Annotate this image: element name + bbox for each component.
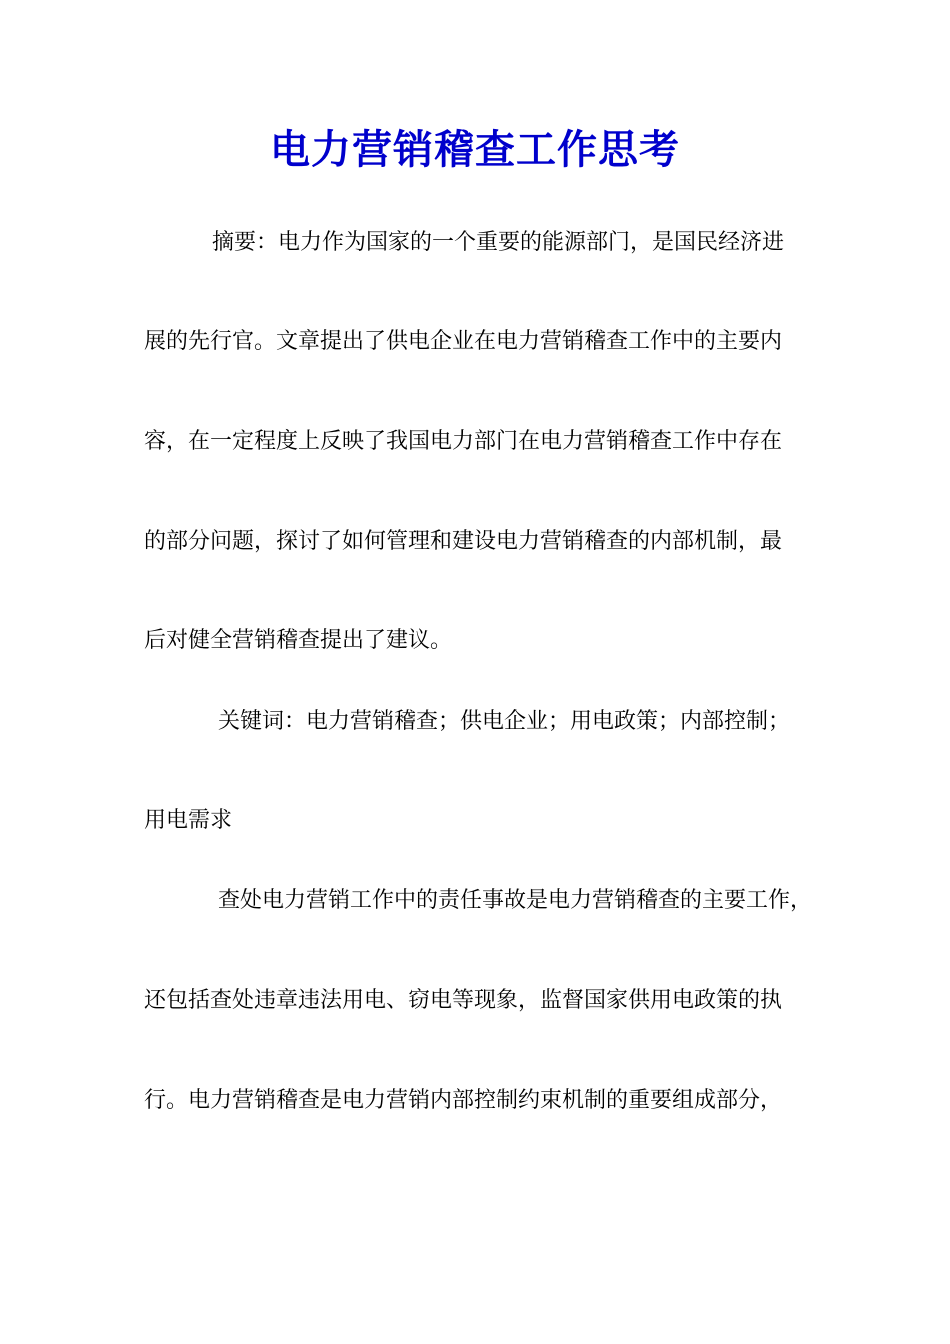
- abstract-line: 的部分问题，探讨了如何管理和建设电力营销稽查的内部机制，最: [144, 529, 783, 554]
- abstract-line: 容，在一定程度上反映了我国电力部门在电力营销稽查工作中存在: [144, 429, 783, 454]
- keywords-line: 用电需求: [144, 808, 233, 833]
- abstract-line: 摘要：电力作为国家的一个重要的能源部门，是国民经济进: [212, 230, 785, 255]
- keywords-line: 关键词：电力营销稽查；供电企业；用电政策；内部控制；: [218, 709, 791, 734]
- body-line: 行。电力营销稽查是电力营销内部控制约束机制的重要组成部分，: [144, 1088, 783, 1113]
- abstract-line: 后对健全营销稽查提出了建议。: [144, 628, 453, 653]
- body-line: 还包括查处违章违法用电、窃电等现象，监督国家供用电政策的执: [144, 988, 783, 1013]
- abstract-line: 展的先行官。文章提出了供电企业在电力营销稽查工作中的主要内: [144, 329, 783, 354]
- document-title: 电力营销稽查工作思考: [270, 126, 680, 173]
- body-line: 查处电力营销工作中的责任事故是电力营销稽查的主要工作，: [218, 888, 813, 913]
